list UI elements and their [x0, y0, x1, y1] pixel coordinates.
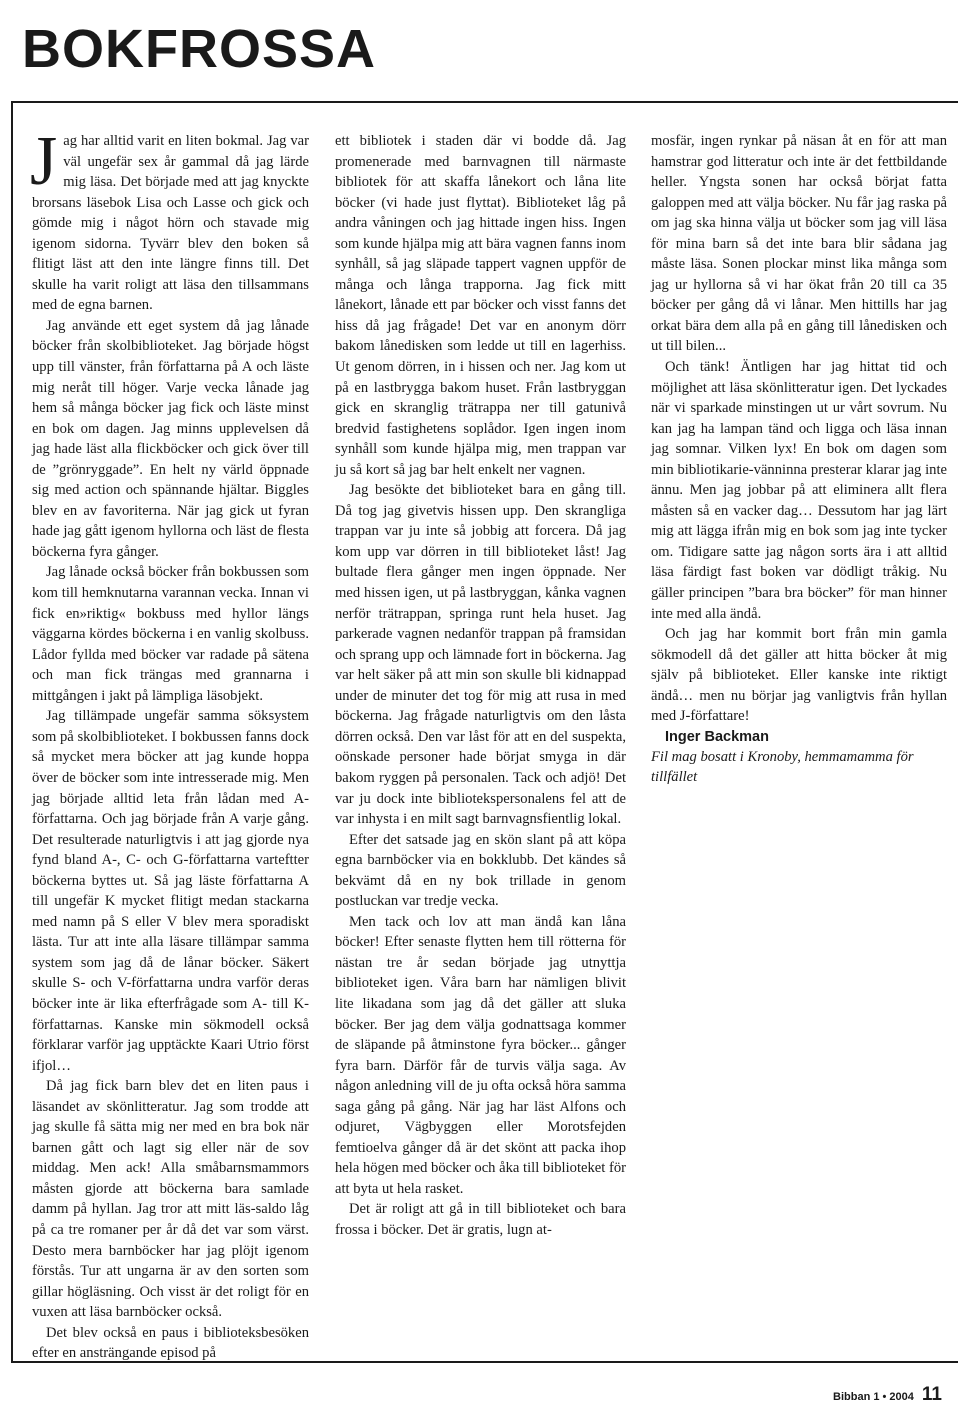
author-description: Fil mag bosatt i Kronoby, hemmamamma för tillfället	[651, 748, 914, 786]
paragraph: mosfär, ingen rynkar på näsan åt en för att man hamstrar god litteratur och inte är det fettbildande heller. Yngsta sonen har också börjat fatta galoppen med att välja böcker. Nu får jag raska på om jag ska hinna välja ut böcker som jag vill läsa för mina barn så det inte bara blir sådana jag måste läsa. Sonen plockar minst lika många som jag ur hyllorna så vi har ökat från 20 till ca 35 böcker per gång då vi lånar. Men hittills har jag orkat bära dem alla på en gång till lånedisken och ut till bilen...	[651, 133, 947, 355]
paragraph: Då jag fick barn blev det en liten paus i läsandet av skönlitteratur. Jag som trodde att jag skulle få sätta mig ner med en bra bok när barnen gått och lagt sig eller när de sov middag. Men ack! Alla småbarnsmammors måsten gjorde att böckerna bara samlade damm på hyllan. Jag tror att mitt läs-saldo låg på ca tre romaner per år då det var som värst. Desto mera barnböcker har jag plöjt igenom förstås. Tur att ungarna är av den sorten som gillar högläsning. Och visst är det roligt för en vuxen att läsa barnböcker också.	[32, 1078, 309, 1321]
page-number: 11	[921, 1384, 942, 1405]
paragraph: ett bibliotek i staden där vi bodde då. Jag promenerade med barnvagnen till närmaste bibliotek för att skaffa lånekort och låna lite böcker (vi hade just flyttat). Biblioteket låg på andra våningen och jag hittade ingen hiss. Ingen som kunde hjälpa mig att bära vagnen fanns inom synhåll, så jag släpade tappert vagnen uppför de många och långa trapporna. Jag fick mitt lånekort, lånade ett par böcker och visst fanns det hiss då jag frågade! Det var en anonym dörr bakom lånedisken som ledde ut till en lagerhiss. Ut genom dörren, in i hissen och ner. Jag kom ut på en lastbrygga bakom huset. Från lastbryggan gick en skranglig trätrappa ner till gatunivå bredvid fastighetens soplådor. Igen ingen inom synhåll som kunde hjälpa mig, men trappan var ju så kort så jag bar helt enkelt ner vagnen.	[335, 133, 626, 478]
page-footer	[833, 1384, 942, 1406]
paragraph: Och jag har kommit bort från min gamla sökmodell då det gäller att hitta böcker åt mig själv på biblioteket. Eller kanske inte riktigt ändå… men nu börjar jag vanligtvis från hyllan med J-författare!	[651, 626, 947, 725]
paragraph: Efter det satsade jag en skön slant på att köpa egna barnböcker via en bokklubb. Det kändes så bekvämt då en ny bok trillade in genom postluckan var tredje vecka.	[335, 831, 626, 910]
paragraph: Och tänk! Äntligen har jag hittat tid och möjlighet att läsa skönlitteratur igen. Det lyckades när vi sparkade minstingen ut ur vårt sovrum. Nu kan jag ha lampan tänd och ligga och läsa innan jag somnar. Vilken lyx! En bok om dagen som min bibliotikarie-vänninna presterar klarar jag inte ännu. Men jag jobbar på att eliminera allt flera måsten så en vacker dag… Dessutom har jag lärt mig att lägga ifrån mig en bok som jag inte tycker om. Tidigare satte jag någon sorts ära i att alltid läsa färdigt fast boken var dödligt tråkig. Nu gäller principen ”bara bra böcker” för man hinner inte med alla ändå.	[651, 359, 947, 622]
column-2	[335, 131, 626, 1241]
publication-label: Bibban 1 • 2004	[833, 1391, 914, 1403]
paragraph	[30, 123, 309, 316]
paragraph: Jag tillämpade ungefär samma söksystem som på skolbiblioteket. I bokbussen fanns dock så mycket mera böcker att jag kunde hoppa över de böcker som inte intresserade mig. Men jag började alltid leta från lådan med A-författarna. Och jag började från A varje gång. Det resulterade naturligtvis i att jag gjorde nya fynd bland A-, C- och G-författarna varteftter böckerna byttes ut. Så jag läste författarna A till ungefär K mycket flitigt medan stackarna med namn på S eller V blev mera sporadiskt lästa. Tur att inte alla läsare tillämpar samma system som jag då de lånar böcker. Säkert skulle S- och V-författarna undra varför deras böcker inte är lika efterfrågade som A- till K-författarnas. Kanske min sökmodell också förklarar varför jag upptäckte Kaari Utrio först ifjol…	[32, 708, 309, 1074]
author-name: Inger Backman	[665, 728, 769, 745]
paragraph: Jag lånade också böcker från bokbussen som kom till hemknutarna varannan vecka. Innan vi fick en»riktig« bokbuss med hyllor längs väggarna kördes böckerna i en vanlig skolbuss. Lådor fyllda med böcker var radade på sätena och man fick trängas med grannarna i mittgången i jakt på lämpliga läsobjekt.	[32, 564, 309, 704]
paragraph: Jag använde ett eget system då jag lånade böcker från skolbiblioteket. Jag började högst upp till vänster, från författarna på A och läste mig neråt till höger. Varje vecka lånade jag hem så många böcker jag fick och läste minst en bok om dagen. Jag minns upplevelsen då jag hade läst alla flickböcker och gick över till de ”grönryggade”. En helt ny värld öppnade sig med action och spännande hjältar. Biggles blev en av favoriterna. När jag gick ut fyran hade jag gått igenom hyllorna och läst de flesta böckerna fyra gånger.	[32, 317, 309, 560]
paragraph: Det är roligt att gå in till biblioteket och bara frossa i böcker. Det är gratis, lugn at-	[335, 1201, 626, 1238]
paragraph-text: ag har alltid varit en liten bokmal. Jag var väl ungefär sex år gammal då jag lärde mig läsa. Det började med att jag knyckte brorsans läsebok Lisa och Lasse och gick och gömde mig i något hörn och stavade mig igenom sidorna. Tyvärr blev den boken så flitigt läst att den inte längre finns till. Det skulle ha varit roligt att läsa den tillsammans med de egna barnen.	[32, 133, 309, 314]
column-1	[30, 123, 309, 1364]
paragraph: Men tack och lov att man ändå kan låna böcker! Efter senaste flytten hem till rötterna för nästan tre år sedan började jag utnyttja biblioteket igen. Våra barn har nämligen blivit lite likadana som jag då det gäller att sluka böcker. Ber jag dem välja godnattsaga kommer de släpande på åtminstone fyra böcker... gånger fyra barn. Därför får de turvis välja saga. Av någon anledning vill de ju ofta också höra samma saga gång på gång. När jag har läst Alfons och odjuret, Vägbyggen eller Morotsfejden femtioelva gånger då är det skönt att packa ihop hela högen med böcker och åka till biblioteket för att byta ut hela rasket.	[335, 913, 626, 1197]
article-title: BOKFROSSA	[22, 19, 377, 79]
column-3	[651, 131, 947, 788]
paragraph: Jag besökte det biblioteket bara en gång till. Då tog jag givetvis hissen upp. Den skrangliga trappan var ju inte så jobbig att forcera. Då jag kom upp var dörren in till biblioteket låst! Jag bultade flera gånger men ingen öppnade. Ner med hissen igen, ut på lastbryggan, kånka vagnen nerför trätrappan, springa runt hela huset. Jag parkerade vagnen nedanför trappan på framsidan och sprang upp och lämnade fort in böckerna. Jag var helt säker på att min son skulle bli kidnappad under de minuter det tog för mig att rusa in med böckerna. Jag frågade naturligtvis om den låsta dörren också. Den var låst för att en del suspekta, oönskade personer hade börjat smyga in där bakom ryggen på personalen. Tack och adjö! Det var ju dock inte bibliotekspersonalens fel att de var inhysta i en milt sagt barnvagnsfientlig lokal.	[335, 482, 626, 828]
drop-cap: J	[30, 123, 58, 200]
paragraph: Det blev också en paus i biblioteksbesöken efter en ansträngande episod på	[32, 1324, 309, 1362]
